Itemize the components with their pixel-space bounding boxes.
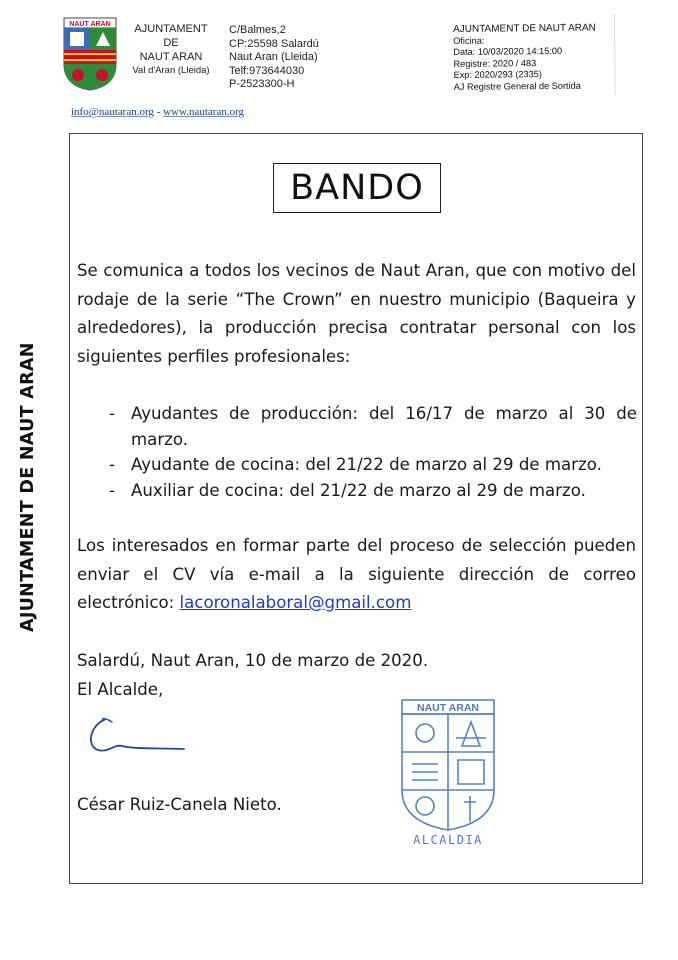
signature <box>84 712 188 760</box>
crest-text: NAUT ARAN <box>69 21 111 28</box>
municipal-crest-logo <box>62 16 118 92</box>
profiles-list <box>109 401 637 503</box>
list-item: - Ayudantes de producción: del 16/17 de marzo al 30 de marzo. <box>109 401 637 452</box>
contact-paragraph <box>77 532 636 618</box>
org-name-block <box>130 22 212 78</box>
list-item: - Auxiliar de cocina: del 21/22 de marzo al 29 de marzo. <box>109 478 637 504</box>
registry-line: AJUNTAMENT DE NAUT ARAN <box>453 22 596 35</box>
address-line: CP:25598 Salardú <box>229 37 319 50</box>
contact-text: Los interesados en formar parte del proceso de selección pueden enviar el CV vía e-mail a la siguiente dirección de correo electrónico: <box>77 536 636 612</box>
email-link[interactable]: info@nautaran.org <box>71 106 154 118</box>
website-link[interactable]: www.nautaran.org <box>163 106 245 118</box>
address-line: Naut Aran (Lleida) <box>229 51 318 63</box>
link-separator: - <box>153 106 164 118</box>
document-frame <box>69 133 643 884</box>
signer-name: César Ruiz-Canela Nieto. <box>77 795 282 814</box>
org-region: Val d'Aran (Lleida) <box>132 65 210 76</box>
contact-links <box>71 106 244 118</box>
stamp-bottom-text: ALCALDIA <box>413 833 483 847</box>
intro-paragraph: Se comunica a todos los vecinos de Naut Aran, que con motivo del rodaje de la serie “The Crown” en nuestro municipio (Baqueira y alrededores), la producción precisa contratar personal con los siguientes perfiles profesionales: <box>77 261 636 366</box>
stamp-top-text: NAUT ARAN <box>416 702 480 714</box>
registry-line: Registre: 2020 / 483 <box>453 57 537 69</box>
address-block <box>229 24 319 92</box>
org-name-line: AJUNTAMENT <box>134 23 208 35</box>
place-date: Salardú, Naut Aran, 10 de marzo de 2020. <box>77 651 429 670</box>
registry-line: AJ Registre General de Sortida <box>453 80 581 92</box>
org-name-line: DE <box>163 37 179 49</box>
address-line: P-2523300-H <box>229 78 295 90</box>
address-line: C/Balmes,2 <box>229 24 286 36</box>
contact-email-link[interactable]: lacoronalaboral@gmail.com <box>179 593 412 612</box>
registry-line: Exp: 2020/293 (2335) <box>453 69 542 81</box>
document-title: BANDO <box>273 163 441 213</box>
registry-divider <box>614 14 617 94</box>
closing-title: El Alcalde, <box>77 680 164 699</box>
address-line: Telf:973644030 <box>229 64 305 77</box>
side-label: AJUNTAMENT DE NAUT ARAN <box>18 342 38 632</box>
official-stamp <box>398 698 498 848</box>
registry-line: Oficina: <box>453 35 485 46</box>
registry-line: Data: 10/03/2020 14:15:00 <box>453 46 563 58</box>
org-name-line: NAUT ARAN <box>139 51 203 63</box>
list-item: - Ayudante de cocina: del 21/22 de marzo al 29 de marzo. <box>109 452 637 478</box>
registry-stamp <box>453 23 597 94</box>
